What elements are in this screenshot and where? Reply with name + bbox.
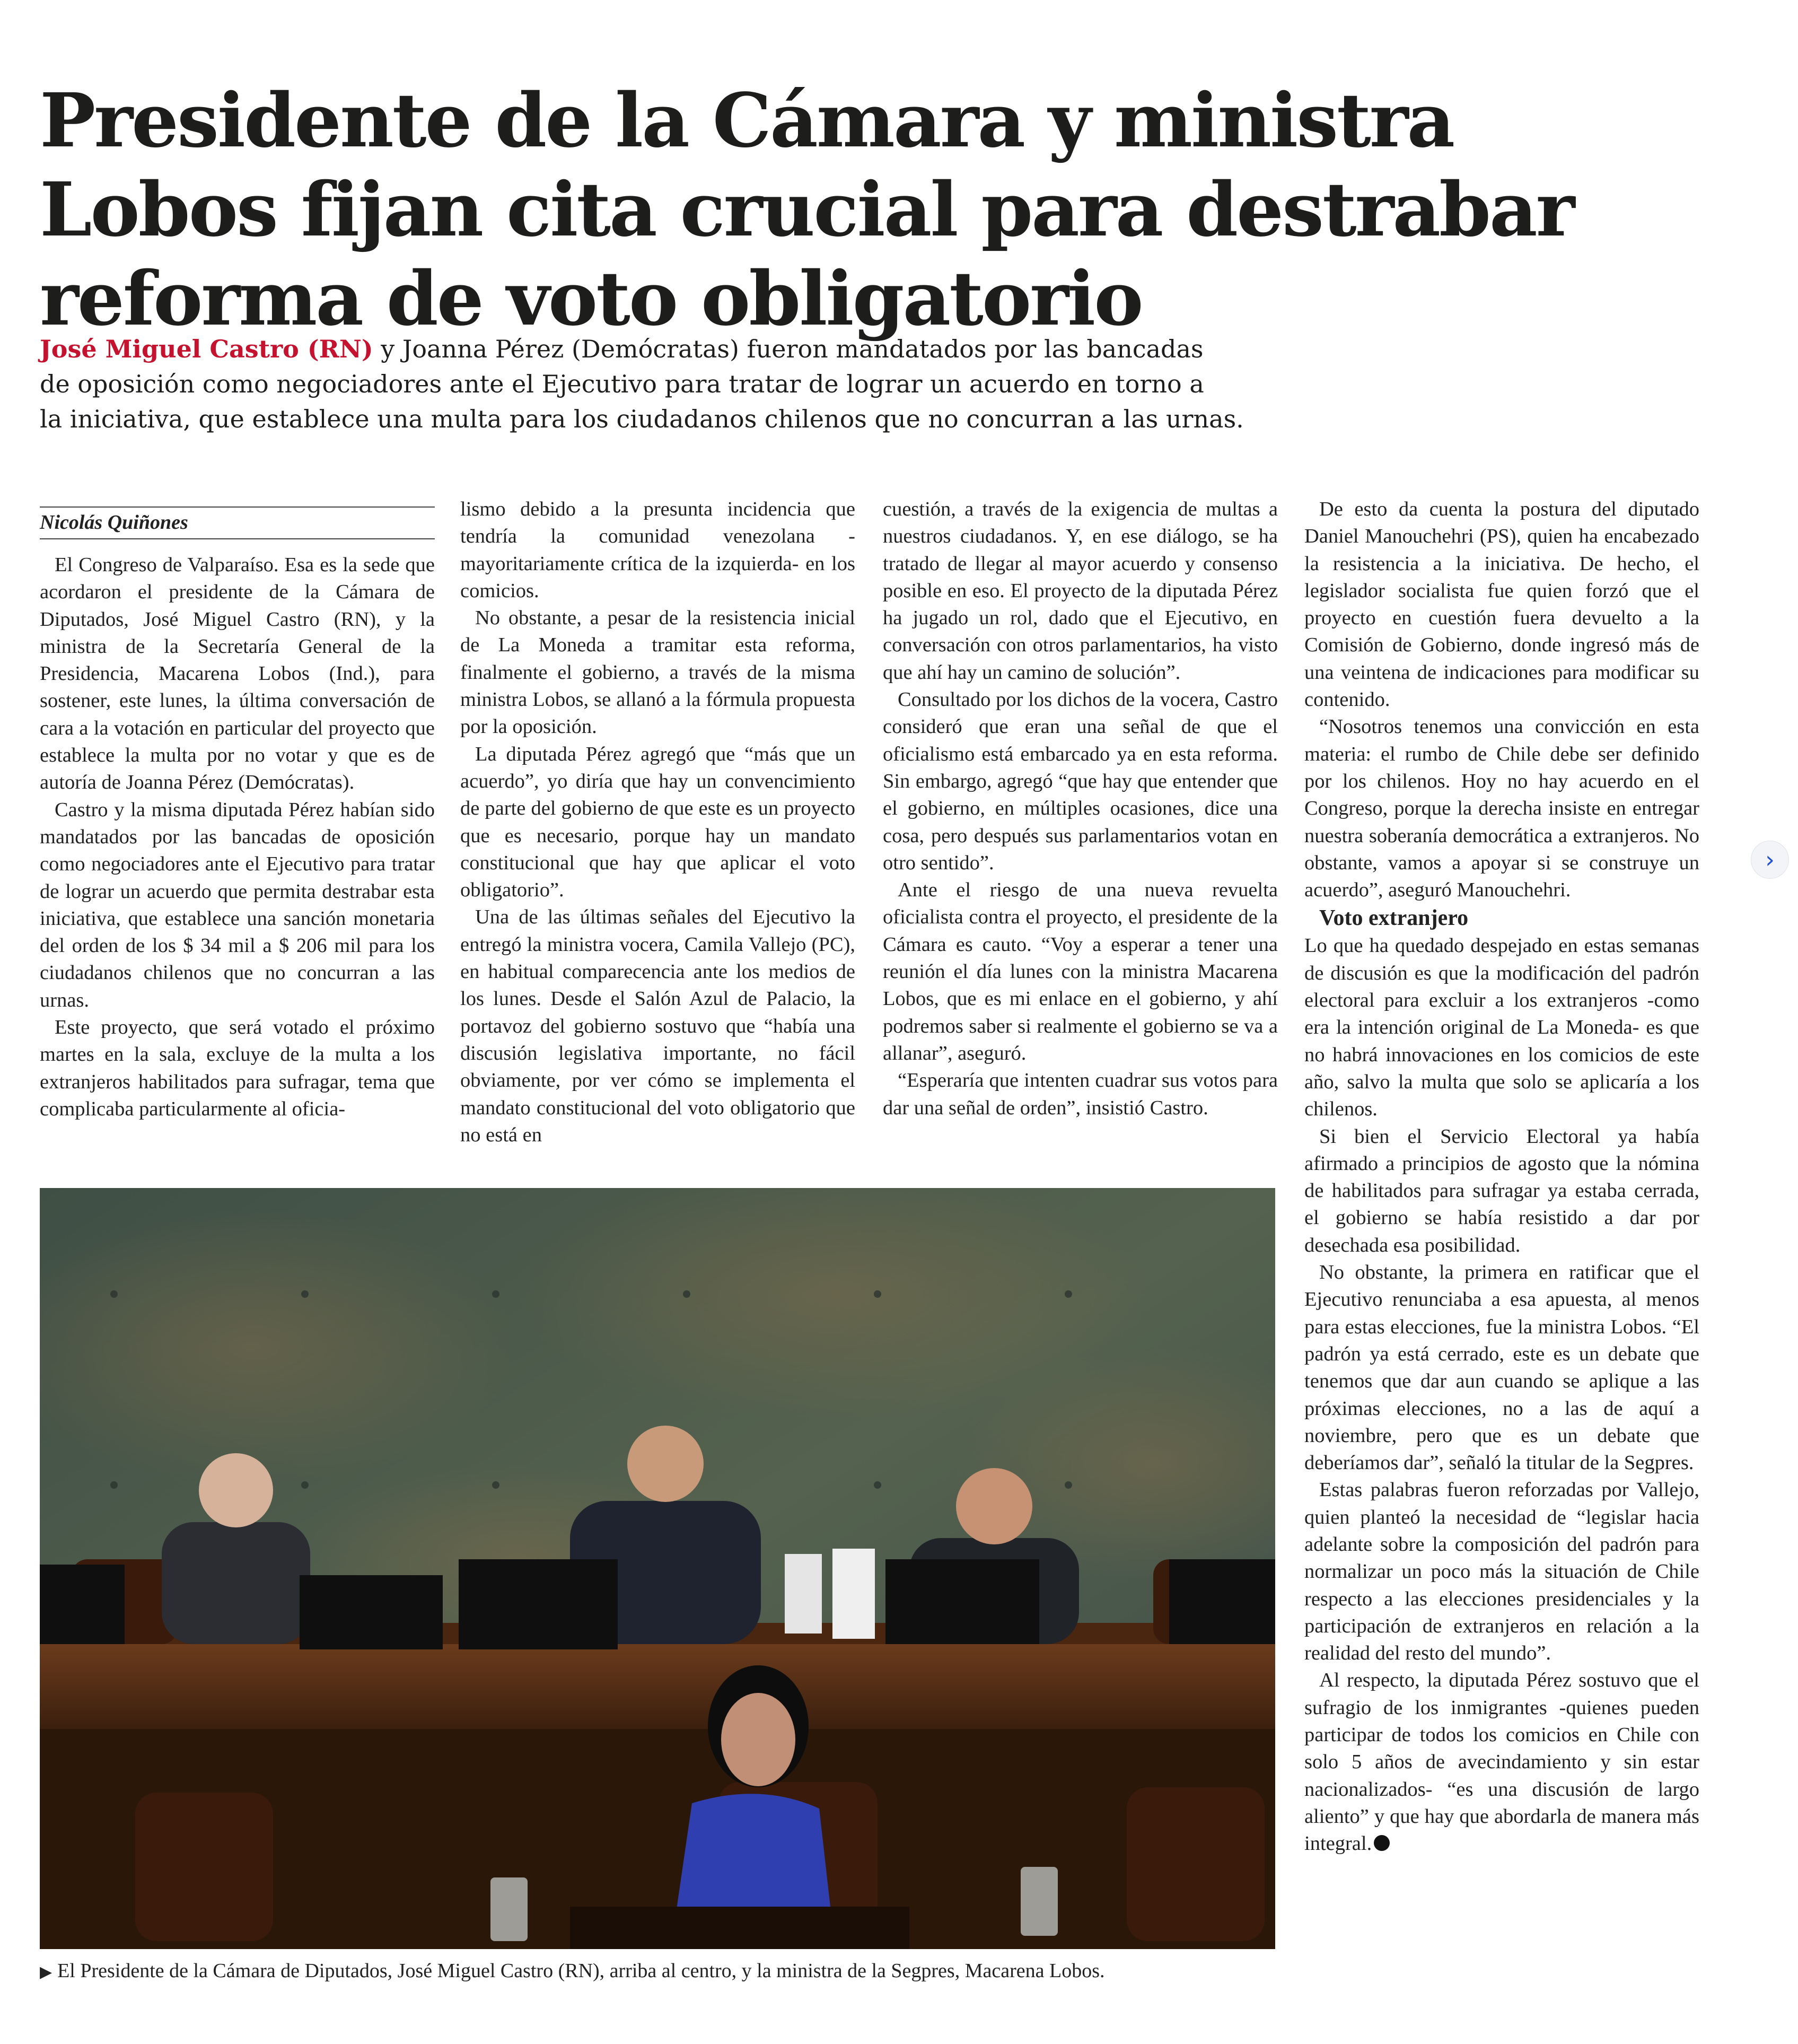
paragraph: La diputada Pérez agregó que “más que un acuerdo”, yo diría que hay un convencimiento de parte del gobierno de que este es un proyecto que es necesario, porque hay un mandato constitucional que hay que aplicar el voto obligatorio”.: [460, 743, 855, 902]
paragraph: “Esperaría que intenten cuadrar sus votos para dar una señal de orden”, insistió Castro.: [883, 1069, 1278, 1119]
paragraph: Consultado por los dichos de la vocera, Castro consideró que eran una señal de que el oficialismo está embarcado ya en esta reforma. Sin embargo, agregó “que hay que entender que el gobierno, en múltiples ocasiones, dice una cosa, pero después sus parlamentarios votan en otro sentido”.: [883, 688, 1278, 874]
paragraph: Ante el riesgo de una nueva revuelta oficialista contra el proyecto, el presidente de la Cámara es cauto. “Voy a esperar a tener una reunión el día lunes con la ministra Macarena Lobos, que es mi enlace en el gobierno, y ahí podremos saber si realmente el gobierno se va a allanar”, aseguró.: [883, 879, 1278, 1064]
headline-line: Lobos fijan cita crucial para destrabar: [40, 166, 1574, 254]
caption-triangle-icon: ▶: [40, 1963, 52, 1981]
article-photo: [40, 1188, 1275, 1949]
byline: Nicolás Quiñones: [40, 506, 435, 539]
paragraph: “Nosotros tenemos una convicción en esta materia: el rumbo de Chile debe ser definido por los chilenos. Hoy no hay acuerdo en el Congreso, porque la derecha insiste en entregar nuestra soberanía democrática a extranjeros. No obstante, vamos a apoyar si se construye un acuerdo”, aseguró Manouchehri.: [1304, 715, 1699, 902]
lead-line1-rest: y Joanna Pérez (Demócratas) fueron mandatados por las bancadas: [373, 335, 1204, 363]
paragraph: lismo debido a la presunta incidencia que tendría la comunidad venezolana -mayoritariamente crítica de la izquierda- en los comicios.: [460, 498, 855, 602]
chevron-right-icon[interactable]: [1751, 841, 1789, 879]
lead-line: la iniciativa, que establece una multa para los ciudadanos chilenos que no concurran a las urnas.: [40, 405, 1244, 433]
end-mark-icon: [1374, 1835, 1390, 1851]
headline: [40, 76, 1630, 344]
paragraph: No obstante, a pesar de la resistencia inicial de La Moneda a tramitar esta reforma, finalmente el gobierno, a través de la misma ministra Lobos, se allanó a la fórmula propuesta por la oposición.: [460, 607, 855, 738]
paragraph: Una de las últimas señales del Ejecutivo la entregó la ministra vocera, Camila Vallejo (PC), en habitual comparecencia ante los medios de los lunes. Desde el Salón Azul de Palacio, la portavoz del gobierno sostuvo que “había una discusión legislativa importante, no fácil obviamente, por ver cómo se implementa el mandato constitucional del voto obligatorio que no está en: [460, 906, 855, 1146]
lead-paragraph: [40, 331, 1339, 436]
article-column-1: [40, 552, 435, 1123]
section-subhead: Voto extranjero: [1319, 906, 1469, 931]
lead-line: de oposición como negociadores ante el Ejecutivo para tratar de lograr un acuerdo en torno a: [40, 370, 1204, 398]
paragraph: De esto da cuenta la postura del diputado Daniel Manouchehri (PS), quien ha encabezado la resistencia a la iniciativa. De hecho, el legislador socialista fue quien forzó que el proyecto en cuestión fuera devuelto a la Comisión de Gobierno, donde ingresó más de una veintena de indicaciones para modificar su contenido.: [1304, 498, 1699, 711]
paragraph: [1304, 1667, 1699, 1857]
paragraph: No obstante, la primera en ratificar que el Ejecutivo renunciaba a esa apuesta, al menos para estas elecciones, fue la ministra Lobos. “El padrón ya está cerrado, este es un debate que tenemos que dar aun cuando se aplique a las próximas elecciones, no a las de aquí a noviembre, pero que es un debate que deberíamos dar”, señaló la titular de la Segpres.: [1304, 1261, 1699, 1474]
paragraph: Lo que ha quedado despejado en estas semanas de discusión es que la modificación del padrón electoral para excluir a los extranjeros -como era la intención original de La Moneda- es que no habrá innovaciones en los comicios de este año, salvo la multa que solo se aplicaría a los chilenos.: [1304, 934, 1699, 1121]
article-column-2: [460, 496, 855, 1149]
chamber-photo-illustration: [40, 1188, 1275, 1949]
paragraph-text: Al respecto, la diputada Pérez sostuvo que el sufragio de los inmigrantes -quienes pueden participar de todos los comicios en Chile con solo 5 años de avecindamiento y sin estar nacionalizados- “es una discusión de largo aliento” y que hay que abordarla de manera más integral.: [1304, 1669, 1699, 1855]
caption-text: El Presidente de la Cámara de Diputados, José Miguel Castro (RN), arriba al centro, y la ministra de la Segpres, Macarena Lobos.: [57, 1960, 1105, 1982]
article-column-4: [1304, 496, 1699, 1858]
paragraph: Si bien el Servicio Electoral ya había afirmado a principios de agosto que la nómina de habilitados para sufragar ya estaba cerrada, el gobierno se había resistido a dar por desechada esa posibilidad.: [1304, 1125, 1699, 1256]
article-column-3: [883, 496, 1278, 1122]
headline-line: Presidente de la Cámara y ministra: [40, 77, 1454, 164]
paragraph: Este proyecto, que será votado el próximo martes en la sala, excluye de la multa a los extranjeros habilitados para sufragar, tema que complicaba particularmente al oficia-: [40, 1016, 435, 1120]
photo-caption: [40, 1958, 1312, 1985]
next-page-glyph[interactable]: ›: [1765, 846, 1775, 873]
paragraph: cuestión, a través de la exigencia de multas a nuestros ciudadanos. Y, en ese diálogo, se ha tratado de llegar al mayor acuerdo y consenso posible en eso. El proyecto de la diputada Pérez ha jugado un rol, dado que el Ejecutivo, en conversación con otros parlamentarios, ha visto que ahí hay un camino de solución”.: [883, 498, 1278, 684]
headline-line: reforma de voto obligatorio: [40, 255, 1142, 343]
paragraph: Estas palabras fueron reforzadas por Vallejo, quien planteó la necesidad de “legislar hacia adelante sobre la composición del padrón para normalizar un poco más la situación de Chile respecto a las elecciones presidenciales y la participación de extranjeros en relación a la realidad del resto del mundo”.: [1304, 1479, 1699, 1665]
paragraph: Castro y la misma diputada Pérez habían sido mandatados por las bancadas de oposición como negociadores ante el Ejecutivo para tratar de lograr un acuerdo que permita destrabar esta iniciativa, que establece una sanción monetaria del orden de los $ 34 mil a $ 206 mil para los ciudadanos chilenos que no concurran a las urnas.: [40, 798, 435, 1011]
lead-highlight: José Miguel Castro (RN): [40, 335, 373, 363]
paragraph: El Congreso de Valparaíso. Esa es la sede que acordaron el presidente de la Cámara de Diputados, José Miguel Castro (RN), y la ministra de la Secretaría General de la Presidencia, Macarena Lobos (Ind.), para sostener, este lunes, la última conversación de cara a la votación en particular del proyecto que establece la multa por no votar y que es de autoría de Joanna Pérez (Demócratas).: [40, 554, 435, 794]
lead-line: [40, 331, 1339, 366]
